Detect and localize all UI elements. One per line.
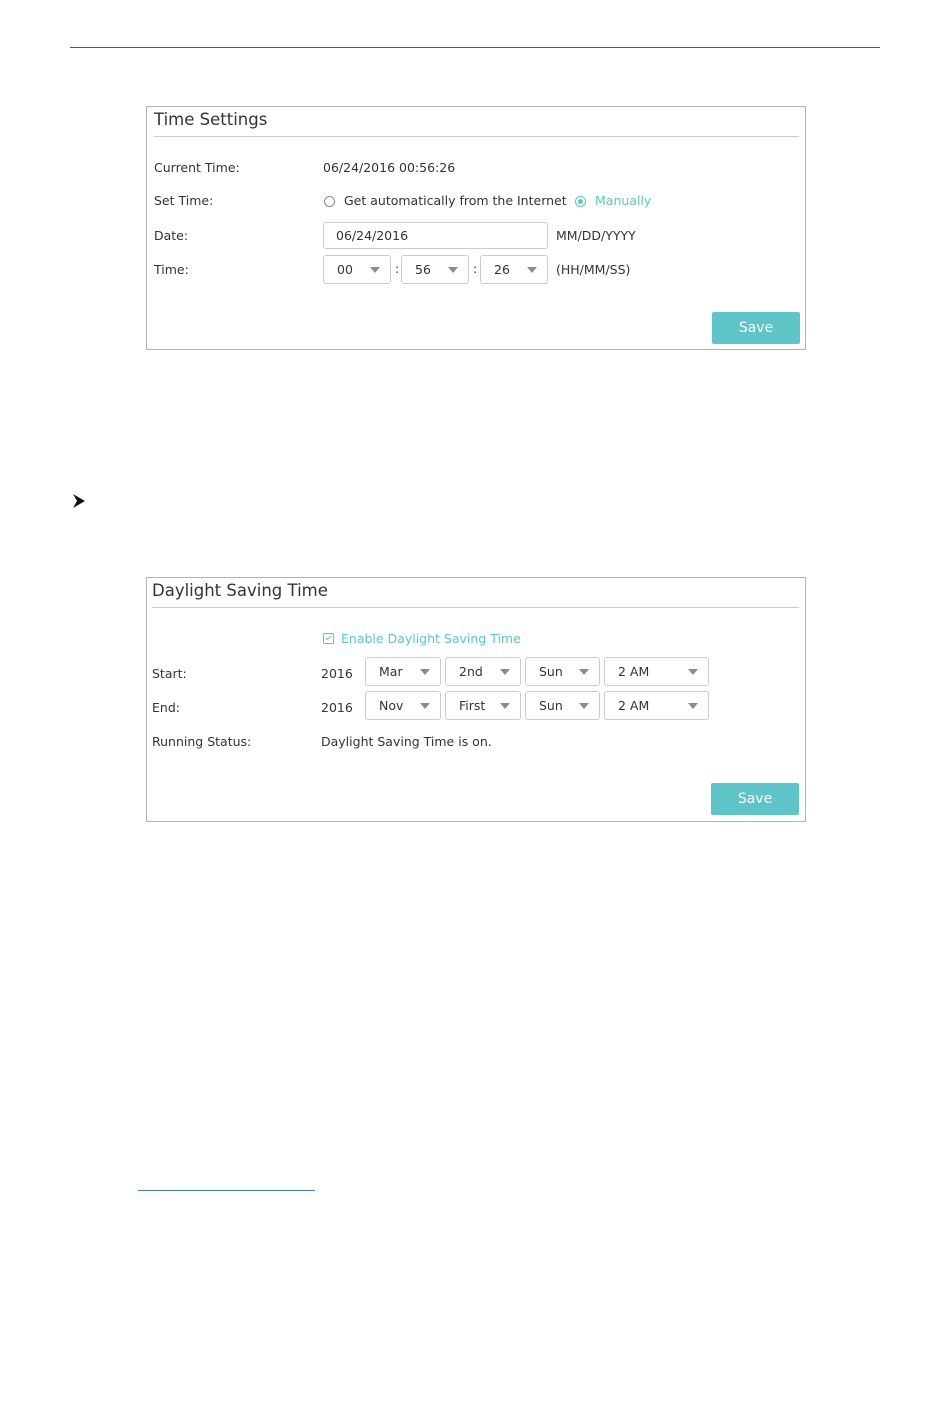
- hour-select-value: 00: [337, 262, 353, 277]
- caret-down-icon: [688, 703, 698, 709]
- page-header-rule: [70, 47, 880, 48]
- dst-end-time-select[interactable]: [604, 691, 709, 720]
- enable-dst-checkbox[interactable]: [323, 633, 334, 644]
- hour-select[interactable]: [323, 255, 391, 284]
- footnote-link-underline: [138, 1190, 315, 1191]
- dst-start-day-value: Sun: [539, 664, 563, 679]
- time-settings-title-rule: [154, 136, 799, 137]
- dst-end-day-select[interactable]: [525, 691, 600, 720]
- running-status-value: Daylight Saving Time is on.: [321, 734, 492, 749]
- dst-end-time-value: 2 AM: [618, 698, 650, 713]
- caret-down-icon: [420, 669, 430, 675]
- dst-end-week-value: First: [459, 698, 486, 713]
- caret-down-icon: [370, 267, 380, 273]
- caret-down-icon: [500, 703, 510, 709]
- dst-panel: [146, 577, 806, 822]
- arrowhead-bullet-icon: [72, 493, 86, 509]
- caret-down-icon: [500, 669, 510, 675]
- date-format-hint: MM/DD/YYYY: [556, 228, 636, 243]
- dst-start-year: 2016: [321, 666, 353, 681]
- dst-start-month-select[interactable]: [365, 657, 441, 686]
- time-settings-save-button[interactable]: Save: [712, 312, 800, 344]
- dst-end-month-value: Nov: [379, 698, 404, 713]
- time-label: Time:: [154, 262, 189, 277]
- time-format-hint: (HH/MM/SS): [556, 262, 631, 277]
- date-label: Date:: [154, 228, 189, 243]
- dst-end-day-value: Sun: [539, 698, 563, 713]
- set-time-label: Set Time:: [154, 193, 214, 208]
- running-status-label: Running Status:: [152, 734, 252, 749]
- caret-down-icon: [688, 669, 698, 675]
- dst-start-label: Start:: [152, 666, 187, 681]
- minute-select-value: 56: [415, 262, 431, 277]
- enable-dst-label[interactable]: Enable Daylight Saving Time: [341, 631, 521, 646]
- second-select-value: 26: [494, 262, 510, 277]
- caret-down-icon: [527, 267, 537, 273]
- time-settings-title: Time Settings: [154, 110, 268, 129]
- current-time-value: 06/24/2016 00:56:26: [323, 160, 456, 175]
- caret-down-icon: [448, 267, 458, 273]
- radio-auto-internet[interactable]: [324, 196, 335, 207]
- dst-end-week-select[interactable]: [445, 691, 521, 720]
- time-separator: :: [473, 261, 478, 276]
- caret-down-icon: [420, 703, 430, 709]
- minute-select[interactable]: [401, 255, 469, 284]
- dst-save-button[interactable]: Save: [711, 783, 799, 815]
- dst-end-month-select[interactable]: [365, 691, 441, 720]
- dst-title: Daylight Saving Time: [152, 581, 328, 600]
- dst-start-day-select[interactable]: [525, 657, 600, 686]
- dst-start-week-value: 2nd: [459, 664, 483, 679]
- dst-start-time-select[interactable]: [604, 657, 709, 686]
- dst-start-week-select[interactable]: [445, 657, 521, 686]
- radio-manually[interactable]: [575, 196, 586, 207]
- second-select[interactable]: [480, 255, 548, 284]
- time-separator: :: [395, 261, 400, 276]
- dst-title-rule: [152, 607, 799, 608]
- dst-end-label: End:: [152, 700, 180, 715]
- radio-manually-label[interactable]: Manually: [595, 193, 652, 208]
- caret-down-icon: [579, 669, 589, 675]
- caret-down-icon: [579, 703, 589, 709]
- date-input[interactable]: 06/24/2016: [323, 222, 548, 249]
- dst-start-time-value: 2 AM: [618, 664, 650, 679]
- radio-auto-internet-label[interactable]: Get automatically from the Internet: [344, 193, 567, 208]
- time-settings-panel: [146, 106, 806, 350]
- current-time-label: Current Time:: [154, 160, 240, 175]
- dst-end-year: 2016: [321, 700, 353, 715]
- dst-start-month-value: Mar: [379, 664, 403, 679]
